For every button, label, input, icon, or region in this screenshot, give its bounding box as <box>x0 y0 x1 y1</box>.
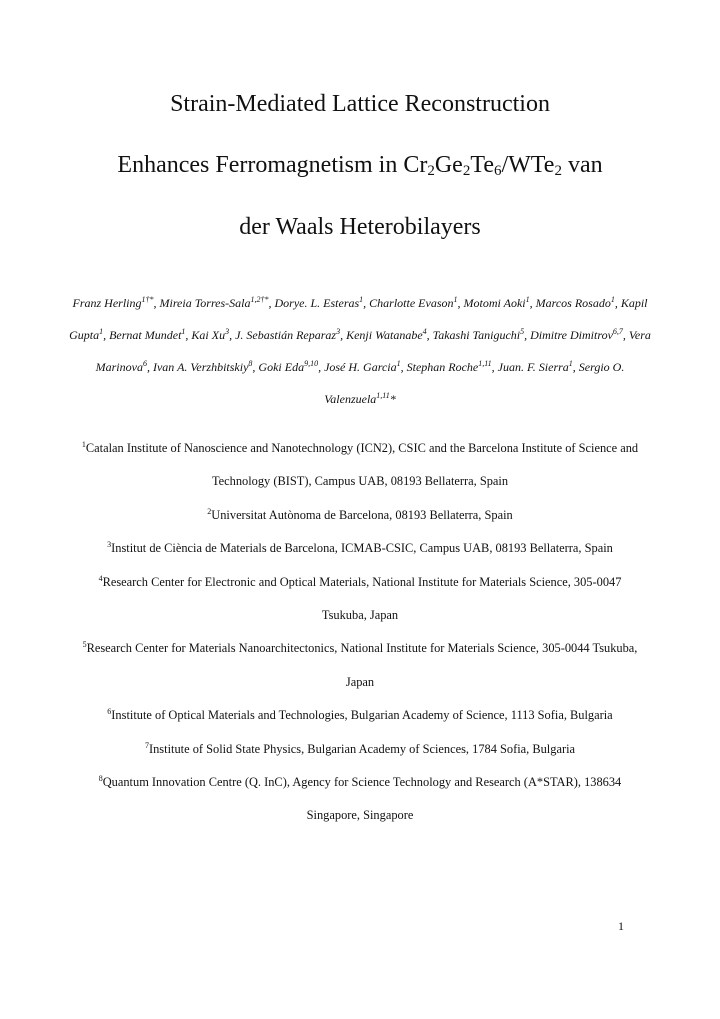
author <box>536 296 621 310</box>
affiliation-text: Quantum Innovation Centre (Q. InC), Agency for Science Technology and Research (A*STAR), 138634 Singapore, Singapore <box>102 775 622 823</box>
affiliation-text: Research Center for Electronic and Optical Materials, National Institute for Materials Science, 305-0047 Tsukuba, Japan <box>102 574 622 623</box>
affiliation <box>80 632 640 699</box>
author-affiliation-mark: 1 <box>396 359 401 368</box>
author-affiliation-mark: 5 <box>520 327 525 336</box>
affiliation-text: Universitat Autònoma de Barcelona, 08193 Bellaterra, Spain <box>211 507 513 522</box>
title-text: van <box>561 152 603 178</box>
author-separator: , <box>340 328 347 342</box>
author-separator: , <box>529 296 536 310</box>
author-separator: , <box>185 328 192 342</box>
author-separator: , <box>229 328 236 342</box>
title-line-3: der Waals Heterobilayers <box>239 214 481 240</box>
affiliation-number: 4 <box>98 573 103 583</box>
author-affiliation-mark: 1 <box>525 295 530 304</box>
affiliation <box>80 566 640 633</box>
affiliation <box>80 699 640 732</box>
affiliation <box>80 432 640 499</box>
author <box>324 360 407 374</box>
author-affiliation-mark: 8 <box>248 359 253 368</box>
affiliation <box>80 733 640 766</box>
author-name: Takashi Taniguchi <box>432 328 521 342</box>
author-affiliation-mark: 1,11 <box>478 359 492 368</box>
author-affiliation-mark: 4 <box>422 327 427 336</box>
affiliation-number: 2 <box>207 506 212 516</box>
title-text: Te <box>470 152 494 178</box>
author <box>369 296 463 310</box>
author-name: Marcos Rosado <box>535 296 611 310</box>
author-name: Bernat Mundet <box>109 328 182 342</box>
title-text: /WTe <box>501 152 555 178</box>
author-name: Dimitre Dimitrov <box>530 328 613 342</box>
title-subscript: 6 <box>493 163 502 179</box>
author-affiliation-mark: 1 <box>568 359 573 368</box>
author-separator: , <box>268 296 275 310</box>
author-name: Mireia Torres-Sala <box>159 296 251 310</box>
affiliation-text: Institut de Ciència de Materials de Barcelona, ICMAB-CSIC, Campus UAB, 08193 Bellaterra, Spain <box>111 541 613 556</box>
author-affiliation-mark: 6,7 <box>612 327 623 336</box>
author <box>159 296 274 310</box>
author-separator: , <box>614 296 621 310</box>
author-list <box>60 287 660 415</box>
author-separator: , <box>400 360 407 374</box>
author-affiliation-mark: 3 <box>225 327 230 336</box>
title-subscript: 2 <box>427 163 435 179</box>
author <box>153 360 258 374</box>
author-separator: , <box>457 296 464 310</box>
author-affiliation-mark: 1 <box>610 295 615 304</box>
affiliation <box>80 766 640 833</box>
author <box>433 328 530 342</box>
author-name: Franz Herling <box>72 296 142 310</box>
author-name: Sergio O. Valenzuela <box>324 360 625 406</box>
author <box>530 328 629 342</box>
author-separator: , <box>103 328 110 342</box>
author-affiliation-mark: 1,11 <box>376 391 390 400</box>
author-name: Kapil Gupta <box>69 296 648 342</box>
author-separator: , <box>153 296 160 310</box>
author-separator: , <box>146 360 153 374</box>
author-name: Charlotte Evason <box>369 296 454 310</box>
author <box>258 360 324 374</box>
affiliation-text: Catalan Institute of Nanoscience and Nanotechnology (ICN2), CSIC and the Barcelona Institute of Science and Technology (BIST), Campus UAB, 08193 Bellaterra, Spain <box>85 441 639 489</box>
author <box>72 296 159 310</box>
author-affiliation-mark: 1 <box>453 295 458 304</box>
author <box>191 328 235 342</box>
author-name: José H. Garcia <box>324 360 397 374</box>
author-name: Goki Eda <box>258 360 305 374</box>
title-line-1: Strain-Mediated Lattice Reconstruction <box>170 91 550 117</box>
author-separator: , <box>491 360 498 374</box>
author <box>235 328 346 342</box>
author-name: Kenji Watanabe <box>346 328 423 342</box>
author-name: Kai Xu <box>191 328 226 342</box>
affiliation-number: 3 <box>107 540 112 550</box>
affiliation-number: 7 <box>144 740 149 750</box>
author-separator: , <box>622 328 629 342</box>
author <box>109 328 191 342</box>
affiliation-number: 5 <box>82 640 87 650</box>
author-affiliation-mark: 1 <box>181 327 186 336</box>
author-affiliation-mark: 1†* <box>141 295 154 304</box>
affiliation-number: 6 <box>107 707 112 717</box>
title-text: Ge <box>434 152 463 178</box>
title-subscript: 2 <box>462 163 471 179</box>
author-affiliation-mark: 1 <box>359 295 364 304</box>
page-number: 1 <box>618 919 624 933</box>
affiliation-number: 8 <box>98 774 103 784</box>
author-name: Ivan A. Verzhbitskiy <box>152 360 249 374</box>
author <box>498 360 579 374</box>
affiliation-text: Research Center for Materials Nanoarchitectonics, National Institute for Materials Science, 305-0044 Tsukuba, Japan <box>86 641 638 689</box>
author-separator: , <box>426 328 433 342</box>
affiliation-list <box>80 432 640 833</box>
affiliation-text: Institute of Optical Materials and Technologies, Bulgarian Academy of Science, 1113 Sofia, Bulgaria <box>111 708 613 723</box>
author-separator: , <box>318 360 325 374</box>
title-text: Enhances Ferromagnetism in Cr <box>117 152 428 178</box>
author <box>346 328 433 342</box>
author-separator: , <box>524 328 531 342</box>
author <box>275 296 370 310</box>
author-separator: * <box>389 392 396 406</box>
author-name: Dorye. L. Esteras <box>274 296 360 310</box>
author-separator: , <box>363 296 370 310</box>
author-affiliation-mark: 9,10 <box>304 359 319 368</box>
author-name: Stephan Roche <box>406 360 479 374</box>
affiliation-text: Institute of Solid State Physics, Bulgarian Academy of Sciences, 1784 Sofia, Bulgaria <box>148 741 576 756</box>
title-line-2 <box>0 150 720 180</box>
author-name: Vera Marinova <box>95 328 651 374</box>
author-affiliation-mark: 6 <box>142 359 147 368</box>
author-name: J. Sebastián Reparaz <box>235 328 337 342</box>
affiliation-number: 1 <box>81 440 86 449</box>
affiliation <box>80 499 640 532</box>
author <box>407 360 498 374</box>
author-affiliation-mark: 1,2†* <box>250 295 269 304</box>
author-affiliation-mark: 1 <box>99 327 104 336</box>
affiliation <box>80 532 640 565</box>
author-affiliation-mark: 3 <box>336 327 341 336</box>
title-subscript: 2 <box>554 163 562 179</box>
author-separator: , <box>252 360 259 374</box>
author-name: Juan. F. Sierra <box>497 360 569 374</box>
author-name: Motomi Aoki <box>463 296 526 310</box>
author <box>464 296 536 310</box>
author-separator: , <box>572 360 579 374</box>
